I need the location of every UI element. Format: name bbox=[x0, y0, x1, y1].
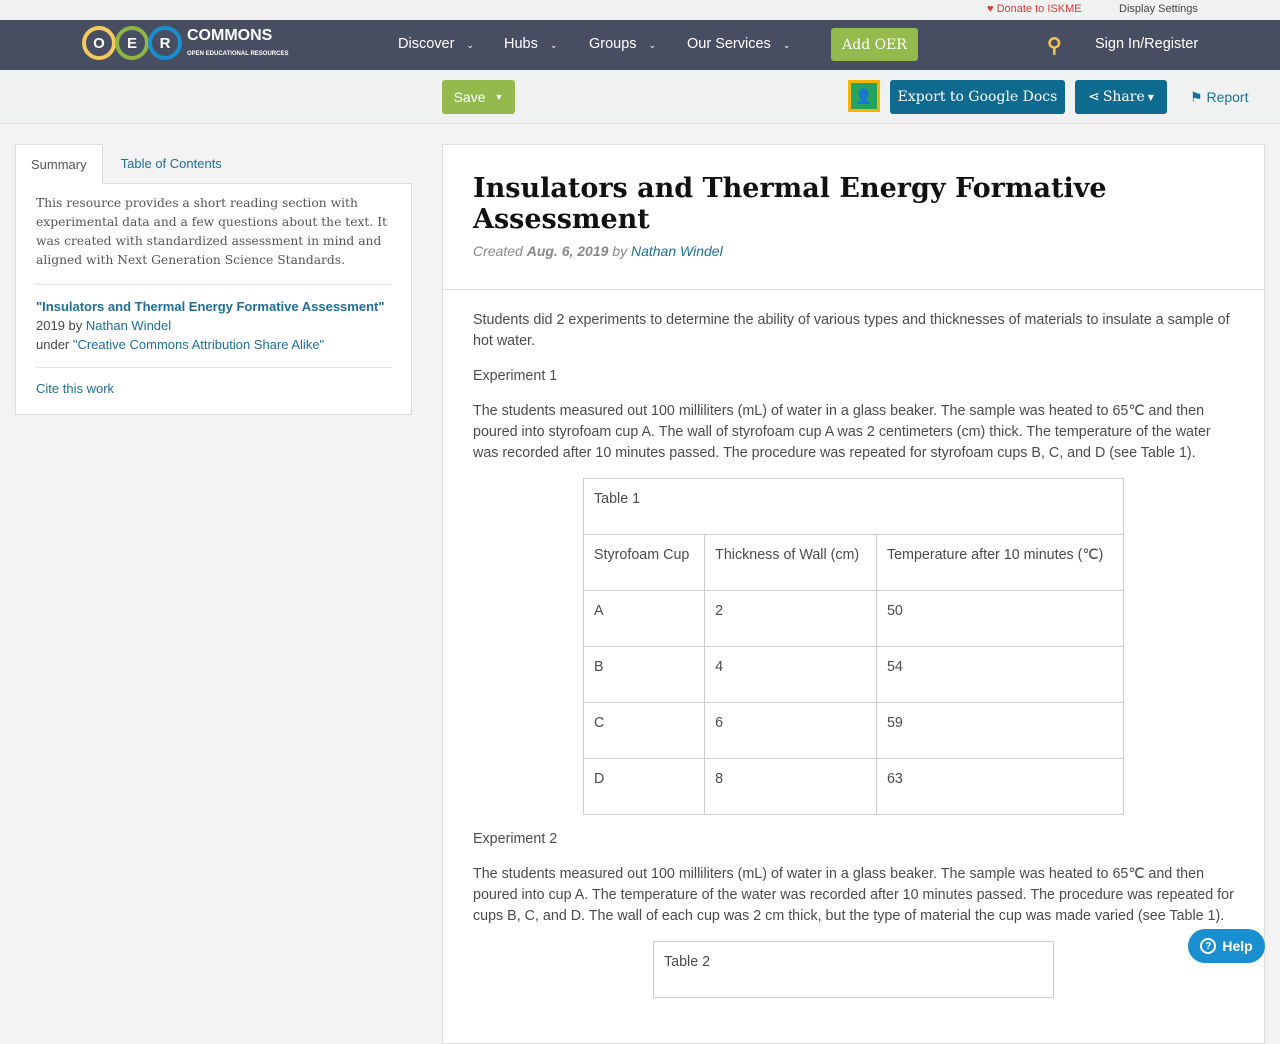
sidebar bbox=[15, 144, 412, 415]
cell: 2 bbox=[705, 591, 877, 647]
nav-groups[interactable] bbox=[589, 36, 656, 52]
column-header: Thickness of Wall (cm) bbox=[705, 535, 877, 591]
export-google-docs-button[interactable]: Export to Google Docs bbox=[890, 80, 1065, 114]
experiment-1-heading: Experiment 1 bbox=[473, 368, 558, 384]
experiment-2-heading: Experiment 2 bbox=[473, 831, 558, 847]
summary-text: This resource provides a short reading section with experimental data and a few questions about the text. It was created with standardized assessment in mind and aligned with Next Generation Science Standards. bbox=[36, 194, 391, 285]
attribution-title[interactable]: "Insulators and Thermal Energy Formative Assessment" bbox=[36, 299, 385, 314]
utility-bar bbox=[0, 0, 1280, 20]
nav-our-services[interactable] bbox=[687, 36, 790, 52]
resource-toolbar bbox=[0, 70, 1280, 124]
nav-label: Our Services bbox=[687, 36, 771, 52]
attribution bbox=[36, 285, 391, 368]
save-label: Save bbox=[453, 89, 486, 105]
cell: 59 bbox=[876, 703, 1123, 759]
share-label: Share bbox=[1102, 89, 1145, 105]
cell: 6 bbox=[705, 703, 877, 759]
intro-paragraph: Students did 2 experiments to determine the ability of various types and thicknesses of materials to insulate a sample of hot water. bbox=[473, 312, 1230, 349]
attribution-under: under bbox=[36, 337, 73, 352]
donate-link[interactable]: ♥ Donate to ISKME bbox=[987, 3, 1082, 15]
sign-in-link[interactable]: Sign In/Register bbox=[1095, 36, 1199, 52]
google-classroom-button[interactable] bbox=[848, 80, 880, 112]
search-icon[interactable]: ⚲ bbox=[1047, 35, 1062, 57]
donate-label: Donate to ISKME bbox=[996, 3, 1082, 15]
tab-table-of-contents[interactable]: Table of Contents bbox=[120, 156, 222, 171]
main-nav bbox=[0, 20, 1280, 70]
caret-down-icon: ▼ bbox=[1147, 92, 1154, 102]
save-button[interactable] bbox=[442, 80, 515, 114]
cell: 8 bbox=[705, 759, 877, 815]
by-label: by bbox=[608, 243, 631, 259]
tab-summary[interactable]: Summary bbox=[15, 144, 103, 184]
nav-label: Discover bbox=[398, 36, 455, 52]
chevron-down-icon: ⌄ bbox=[466, 40, 474, 50]
flag-icon: ⚑ bbox=[1190, 89, 1203, 105]
cell: 63 bbox=[876, 759, 1123, 815]
column-header: Styrofoam Cup bbox=[584, 535, 705, 591]
share-button[interactable] bbox=[1075, 80, 1167, 114]
cell: A bbox=[584, 591, 705, 647]
resource-content bbox=[442, 144, 1265, 1044]
nav-label: Groups bbox=[589, 36, 637, 52]
created-date: Aug. 6, 2019 bbox=[526, 243, 609, 259]
table-1 bbox=[583, 478, 1124, 815]
chevron-down-icon: ⌄ bbox=[782, 40, 791, 50]
oer-commons-logo[interactable] bbox=[82, 26, 288, 60]
cell: C bbox=[584, 703, 705, 759]
table-header-row bbox=[584, 535, 1124, 591]
cell: B bbox=[584, 647, 705, 703]
nav-hubs[interactable] bbox=[504, 36, 557, 52]
chevron-down-icon: ⌄ bbox=[549, 40, 558, 50]
created-meta bbox=[473, 243, 1234, 259]
author-link[interactable]: Nathan Windel bbox=[630, 243, 723, 259]
chevron-down-icon: ⌄ bbox=[648, 40, 657, 50]
report-label: Report bbox=[1206, 89, 1249, 105]
author-link[interactable]: Nathan Windel bbox=[85, 318, 172, 333]
page-title: Insulators and Thermal Energy Formative Assessment bbox=[473, 173, 1107, 235]
display-settings-link[interactable]: Display Settings bbox=[1119, 3, 1198, 15]
license-link[interactable]: "Creative Commons Attribution Share Alike" bbox=[72, 337, 325, 352]
help-button[interactable] bbox=[1188, 929, 1265, 963]
logo-r: R bbox=[148, 26, 182, 60]
logo-o: O bbox=[82, 26, 116, 60]
table-2 bbox=[653, 941, 1054, 998]
table-row bbox=[584, 647, 1124, 703]
column-header: Temperature after 10 minutes (℃) bbox=[876, 535, 1123, 591]
logo-e: E bbox=[115, 26, 149, 60]
question-icon: ? bbox=[1200, 938, 1216, 954]
table-row bbox=[584, 759, 1124, 815]
cell: 50 bbox=[876, 591, 1123, 647]
classroom-icon: 👤 bbox=[855, 87, 873, 104]
cell: 4 bbox=[705, 647, 877, 703]
table-row bbox=[584, 703, 1124, 759]
cite-this-work-link[interactable]: Cite this work bbox=[36, 381, 115, 396]
cell: D bbox=[584, 759, 705, 815]
share-icon: ⋖ bbox=[1088, 89, 1100, 105]
help-label: Help bbox=[1222, 938, 1253, 954]
logo-subtitle: OPEN EDUCATIONAL RESOURCES bbox=[187, 50, 289, 57]
experiment-1-text: The students measured out 100 milliliters (mL) of water in a glass beaker. The sample was heated to 65℃ and then poured into styrofoam cup A. The wall of styrofoam cup A was 2 centimeters (cm) thick. The temperature of the water was recorded after 10 minutes passed. The procedure was repeated for styrofoam cups B, C, and D (see Table 1). bbox=[473, 403, 1211, 461]
nav-label: Hubs bbox=[504, 36, 538, 52]
attribution-year: 2019 by bbox=[36, 318, 86, 333]
caret-down-icon: ▼ bbox=[494, 92, 504, 102]
table-caption: Table 2 bbox=[654, 942, 1054, 998]
experiment-2-text: The students measured out 100 milliliters (mL) of water in a glass beaker. The sample was heated to 65℃ and then poured into cup A. The temperature of the water was recorded after 10 minutes passed. The procedure was repeated for cups B, C, and D. The wall of each cup was 2 cm thick, but the type of material the cup was made varied (see Table 1). bbox=[473, 866, 1234, 924]
add-oer-button[interactable]: Add OER bbox=[831, 28, 918, 61]
nav-discover[interactable] bbox=[398, 36, 474, 52]
report-link[interactable] bbox=[1190, 89, 1248, 106]
created-label: Created bbox=[473, 243, 527, 259]
cell: 54 bbox=[876, 647, 1123, 703]
table-caption: Table 1 bbox=[584, 479, 1124, 535]
table-row bbox=[584, 591, 1124, 647]
logo-title: COMMONS bbox=[187, 26, 273, 44]
